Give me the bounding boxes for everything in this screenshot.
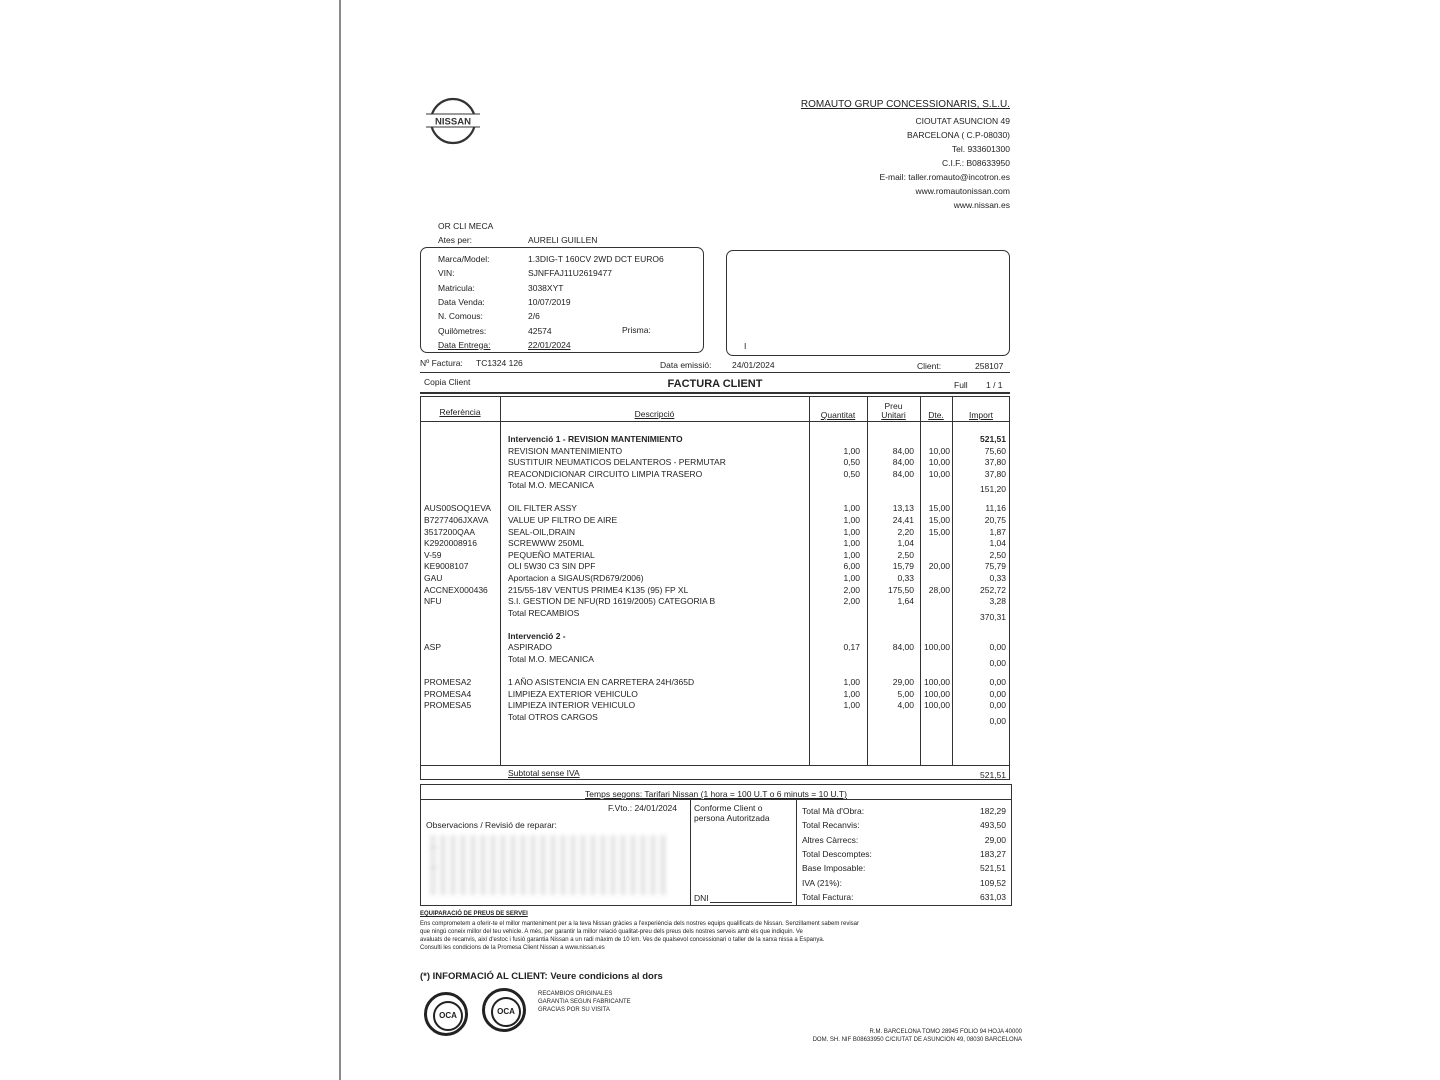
conforme-label: Conforme Client o persona Autoritzada [694, 803, 770, 823]
col-discount-header: Dte. [928, 410, 944, 420]
invoice-number: TC1324 126 [476, 358, 523, 368]
row-quantity: 1,00 [843, 573, 860, 583]
row-description: LIMPIEZA EXTERIOR VEHICULO [508, 688, 638, 699]
row-quantity: 0,17 [843, 642, 860, 653]
row-description: Total RECAMBIOS [508, 607, 580, 618]
footer-divider [690, 799, 691, 906]
emission-date-label: Data emissió: [660, 360, 712, 370]
row-reference: GAU [424, 573, 443, 583]
row-quantity: 1,00 [843, 526, 860, 537]
row-reference: PROMESA2 [424, 677, 472, 687]
row-quantity: 1,00 [843, 700, 860, 711]
equiparacio-line-4: Consulti les condicions de la Promesa Client Nissan a www.nissan.es [420, 945, 605, 951]
row-unit-price: 84,00 [892, 642, 914, 653]
left-divider-line [339, 0, 341, 1080]
row-quantity: 2,00 [843, 584, 860, 595]
row-discount: 100,00 [924, 700, 950, 711]
row-description: REACONDICIONAR CIRCUITO LIMPIA TRASERO [508, 468, 703, 479]
client-number: 258107 [975, 361, 1004, 371]
row-description: S.I. GESTION DE NFU(RD 1619/2005) CATEGORIA B [508, 596, 716, 607]
nissan-logo [424, 92, 482, 150]
row-unit-price: 2,20 [897, 526, 914, 537]
total-label: Base Imposable: [802, 863, 866, 874]
client-box-mark: I [744, 341, 747, 351]
row-discount: 10,00 [928, 468, 950, 479]
row-unit-price: 2,50 [897, 549, 914, 560]
stamp-blur-2: ... [430, 860, 439, 871]
row-description: SCREWWW 250ML [508, 538, 585, 549]
row-amount: 37,80 [984, 457, 1006, 468]
row-amount: 0,33 [989, 573, 1006, 583]
row-amount: 0,00 [989, 715, 1006, 726]
row-reference: ACCNEX000436 [424, 584, 488, 595]
row-unit-price: 29,00 [892, 677, 914, 687]
row-unit-price: 1,04 [897, 538, 914, 549]
blurred-stamp [430, 835, 670, 895]
row-quantity: 6,00 [843, 561, 860, 572]
equiparacio-line-1: Ens comprometem a oferir-te el millor manteniment per a la teva Nissan gràcies a l'experiència dels nostres equips qualificats de Nissan. Senzillament sabem revisar [420, 921, 860, 927]
row-amount: 75,60 [984, 445, 1006, 456]
row-discount: 15,00 [928, 515, 950, 525]
total-value: 182,29 [980, 806, 1006, 816]
row-amount: 20,75 [984, 515, 1006, 525]
row-unit-price: 5,00 [897, 688, 914, 699]
row-quantity: 0,50 [843, 457, 860, 468]
row-description: OIL FILTER ASSY [508, 503, 577, 514]
vehicle-field-label: VIN: [438, 268, 455, 279]
row-description: REVISION MANTENIMIENTO [508, 445, 623, 456]
row-reference: PROMESA5 [424, 700, 472, 711]
row-description: Intervenció 2 - [508, 630, 566, 641]
or-label: OR CLI MECA [438, 221, 494, 231]
row-discount: 10,00 [928, 445, 950, 456]
oca-seal-icon: OCA [424, 992, 468, 1036]
row-description: 215/55-18V VENTUS PRIME4 K135 (95) FP XL [508, 584, 689, 595]
row-quantity: 1,00 [843, 503, 860, 514]
col-divider [500, 396, 501, 765]
row-quantity: 1,00 [843, 549, 860, 560]
row-unit-price: 84,00 [892, 457, 914, 468]
row-quantity: 2,00 [843, 596, 860, 607]
row-amount: 37,80 [984, 468, 1006, 479]
sheet-value: 1 / 1 [986, 380, 1003, 390]
row-reference: NFU [424, 596, 442, 607]
vehicle-field-label: Quilòmetres: [438, 325, 487, 336]
row-unit-price: 13,13 [892, 503, 914, 514]
row-quantity: 1,00 [843, 688, 860, 699]
observations-label: Observacions / Revisió de reparar: [426, 820, 557, 830]
col-qty-header: Quantitat [820, 410, 856, 420]
row-amount: 11,16 [985, 503, 1006, 514]
row-amount: 2,50 [989, 549, 1006, 560]
ates-value: AURELI GUILLEN [528, 235, 598, 245]
prisma-label: Prisma: [622, 325, 651, 335]
due-date: F.Vto.: 24/01/2024 [608, 803, 677, 813]
row-discount: 15,00 [928, 503, 950, 514]
registry-line-2: DOM. SH. NIF B08633950 C/CIUTAT DE ASUNCION 49, 08030 BARCELONA [812, 1037, 1022, 1043]
row-description: LIMPIEZA INTERIOR VEHICULO [508, 700, 636, 711]
recambios-line-1: RECAMBIOS ORIGINALES [538, 991, 613, 997]
invoice-page [410, 80, 1022, 1060]
row-reference: B7277406JXAVA [424, 515, 489, 525]
row-description: Total M.O. MECANICA [508, 480, 594, 491]
total-value: 631,03 [980, 891, 1006, 902]
row-unit-price: 4,00 [897, 700, 914, 711]
total-label: IVA (21%): [802, 877, 842, 888]
company-city: BARCELONA ( C.P-08030) [907, 130, 1010, 140]
oca-seal-icon: OCA [482, 988, 526, 1032]
row-amount: 0,00 [989, 658, 1006, 668]
row-discount: 28,00 [928, 584, 950, 595]
row-discount: 100,00 [924, 688, 950, 699]
row-amount: 1,87 [989, 526, 1006, 537]
row-amount: 75,79 [984, 561, 1006, 572]
row-quantity: 0,50 [843, 468, 860, 479]
row-amount: 252,72 [980, 584, 1006, 595]
company-web-nissan: www.nissan.es [953, 200, 1010, 210]
ates-label: Ates per: [438, 235, 473, 245]
row-discount: 10,00 [928, 457, 950, 468]
client-address-box [726, 250, 1010, 356]
dni-line [710, 902, 792, 903]
row-unit-price: 15,79 [892, 561, 914, 572]
row-amount: 3,28 [989, 596, 1006, 607]
row-description: Intervenció 1 - REVISION MANTENIMIENTO [508, 434, 683, 444]
equiparacio-line-2: que ningú coneix millor del teu vehicle. A més, per garantir la millor relació qualitat-preu dels preus dels nostres serveis amb els que indiquin. Ve [420, 929, 803, 935]
row-unit-price: 84,00 [892, 468, 914, 479]
registry-line-1: R.M. BARCELONA TOMO 28945 FOLIO 94 HOJA 40000 [869, 1029, 1022, 1035]
company-tel: Tel. 933601300 [951, 144, 1010, 154]
table-header-line [420, 421, 1010, 422]
row-description: Total M.O. MECANICA [508, 654, 594, 664]
row-unit-price: 24,41 [892, 515, 914, 525]
vehicle-field-label: Marca/Model: [438, 254, 490, 264]
row-description: PEQUEÑO MATERIAL [508, 549, 595, 560]
vehicle-field-value: 42574 [528, 325, 552, 336]
total-value: 521,51 [980, 863, 1006, 874]
row-reference: V-59 [424, 549, 442, 560]
row-discount: 15,00 [928, 526, 950, 537]
vehicle-field-value: 2/6 [528, 311, 540, 322]
emission-date: 24/01/2024 [732, 360, 775, 370]
copy-label: Copia Client [424, 377, 471, 387]
total-value: 29,00 [984, 834, 1006, 845]
subtotal-label: Subtotal sense IVA [508, 768, 580, 778]
vehicle-field-label: N. Comous: [438, 311, 483, 322]
row-description: VALUE UP FILTRO DE AIRE [508, 515, 618, 525]
row-amount: 1,04 [989, 538, 1006, 549]
sheet-label: Full [954, 380, 968, 390]
vehicle-field-value: 22/01/2024 [528, 339, 571, 350]
row-description: Aportacion a SIGAUS(RD679/2006) [508, 573, 644, 583]
total-label: Total Mà d'Obra: [802, 806, 865, 816]
vehicle-field-value: 1.3DIG-T 160CV 2WD DCT EURO6 [528, 254, 664, 264]
equiparacio-line-3: avaluats de recanvis, així d'estoc i fusió garantia Nissan a un radi màxim de 10 km. Ves de qualsevol concessionari o taller de la xarxa nissa a Espanya. [420, 937, 825, 943]
row-quantity: 1,00 [843, 445, 860, 456]
vehicle-field-label: Matricula: [438, 282, 475, 293]
row-reference: PROMESA4 [424, 688, 472, 699]
recambios-line-2: GARANTIA SEGUN FABRICANTE [538, 999, 631, 1005]
row-discount: 100,00 [924, 677, 950, 687]
total-label: Total Recanvis: [802, 820, 860, 831]
row-amount: 151,20 [980, 484, 1006, 495]
company-web: www.romautonissan.com [915, 186, 1010, 196]
row-discount: 100,00 [924, 642, 950, 653]
vehicle-field-value: SJNFFAJ11U2619477 [528, 268, 612, 279]
vehicle-field-label: Data Entrega: [438, 339, 491, 350]
row-amount: 0,00 [989, 688, 1006, 699]
col-ref-header: Referència [439, 407, 481, 417]
col-price-header-2: Unitari [881, 410, 906, 420]
info-client: (*) INFORMACIÓ AL CLIENT: Veure condicions al dors [420, 971, 663, 982]
row-description: Total OTROS CARGOS [508, 711, 598, 722]
total-label: Total Factura: [802, 891, 854, 902]
total-value: 493,50 [980, 820, 1006, 831]
company-name: ROMAUTO GRUP CONCESSIONARIS, S.L.U. [800, 99, 1010, 110]
row-description: ASPIRADO [508, 642, 552, 653]
row-unit-price: 175,50 [888, 584, 914, 595]
row-quantity: 1,00 [843, 515, 860, 525]
company-email: E-mail: taller.romauto@incotron.es [879, 172, 1010, 182]
col-price-header: Preu [884, 401, 903, 411]
footer-header-line [420, 799, 1012, 800]
row-reference: ASP [424, 642, 442, 653]
equiparacio-title: EQUIPARACIÓ DE PREUS DE SERVEI [420, 911, 528, 917]
col-amount-header: Import [968, 410, 994, 420]
row-reference: 3517200QAA [424, 526, 476, 537]
row-description: OLI 5W30 C3 SIN DPF [508, 561, 596, 572]
vehicle-field-label: Data Venda: [438, 296, 485, 307]
row-unit-price: 0,33 [897, 573, 914, 583]
dni-label: DNI [694, 893, 709, 903]
total-label: Altres Càrrecs: [802, 834, 859, 845]
vehicle-field-value: 3038XYT [528, 282, 564, 293]
row-amount: 0,00 [989, 677, 1006, 687]
row-amount: 0,00 [989, 700, 1006, 711]
vehicle-field-value: 10/07/2019 [528, 296, 571, 307]
title-underline [420, 392, 1010, 394]
temps-note: Temps segons: Tarifari Nissan (1 hora = 100 U.T o 6 minuts = 10 U.T) [585, 789, 847, 799]
row-reference: KE9008107 [424, 561, 469, 572]
total-label: Total Descomptes: [802, 848, 872, 859]
row-unit-price: 1,64 [897, 596, 914, 607]
row-reference: K2920008916 [424, 538, 477, 549]
row-amount: 521,51 [980, 434, 1006, 444]
row-quantity: 1,00 [843, 677, 860, 687]
footer-divider [796, 799, 797, 906]
info-underline [420, 372, 1010, 373]
row-description: SEAL-OIL,DRAIN [508, 526, 576, 537]
row-description: SUSTITUIR NEUMATICOS DELANTEROS - PERMUTAR [508, 457, 726, 468]
company-cif: C.I.F.: B08633950 [941, 158, 1010, 168]
recambios-line-3: GRACIAS POR SU VISITA [538, 1007, 610, 1013]
row-amount: 0,00 [989, 642, 1006, 653]
row-amount: 370,31 [980, 611, 1006, 622]
company-address: CIOUTAT ASUNCION 49 [915, 116, 1010, 126]
col-desc-header: Descripció [634, 409, 675, 419]
total-value: 183,27 [980, 848, 1006, 859]
row-reference: AUS00SOQ1EVA [424, 503, 491, 514]
stamp-blur-1: ... [430, 840, 439, 851]
subtotal-value: 521,51 [980, 770, 1006, 780]
row-quantity: 1,00 [843, 538, 860, 549]
row-description: 1 AÑO ASISTENCIA EN CARRETERA 24H/365D [508, 677, 695, 687]
row-discount: 20,00 [928, 561, 950, 572]
row-unit-price: 84,00 [892, 445, 914, 456]
invoice-title: FACTURA CLIENT [667, 378, 763, 390]
subtotal-line [420, 765, 1010, 766]
logo-text: NISSAN [435, 116, 471, 128]
total-value: 109,52 [980, 877, 1006, 888]
client-label: Client: [917, 361, 942, 371]
invoice-number-label: Nº Factura: [420, 358, 463, 368]
